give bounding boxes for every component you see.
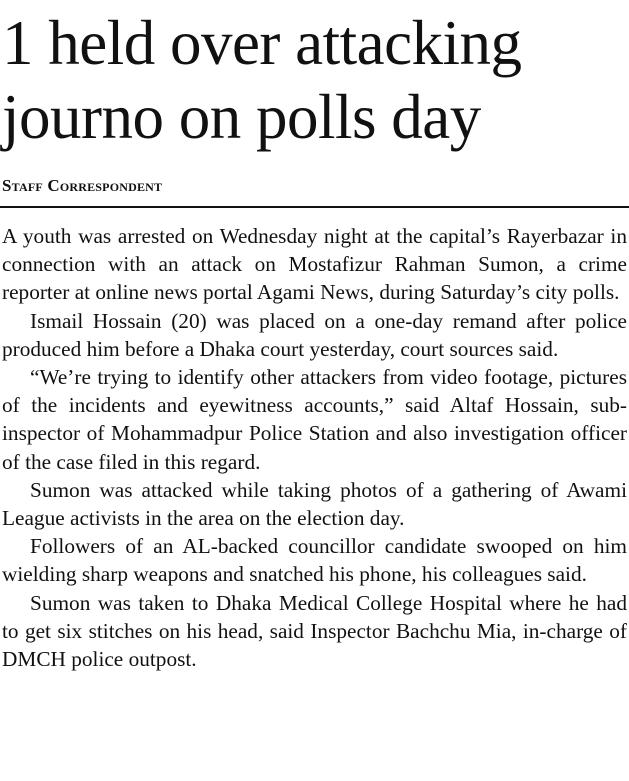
article-byline: Staff Correspondent [2, 176, 163, 195]
article-headline: 1 held over attacking journo on polls day [2, 8, 522, 152]
article-paragraph: Ismail Hossain (20) was placed on a one-day remand after police produced him before a Dhaka court yesterday, court sources said. [2, 308, 627, 361]
article-paragraph: Followers of an AL-backed councillor candidate swooped on him wielding sharp weapons and snatched his phone, his colleagues said. [2, 534, 627, 587]
article-body [2, 222, 627, 673]
article-paragraph: Sumon was taken to Dhaka Medical College Hospital where he had to get six stitches on his head, said Inspector Bachchu Mia, in-charge of DMCH police outpost. [2, 590, 627, 672]
article-paragraph: A youth was arrested on Wednesday night at the capital’s Rayerbazar in connection with an attack on Mostafizur Rahman Sumon, a crime reporter at online news portal Agami News, during Saturday’s city polls. [2, 224, 627, 305]
article-paragraph: “We’re trying to identify other attackers from video footage, pictures of the incidents and eyewitness accounts,” said Altaf Hossain, sub-inspector of Mohammadpur Police Station and also investigation officer of the case filed in this regard. [2, 365, 627, 474]
byline-divider [0, 206, 629, 208]
article-paragraph: Sumon was attacked while taking photos of a gathering of Awami League activists in the area on the election day. [2, 477, 627, 531]
